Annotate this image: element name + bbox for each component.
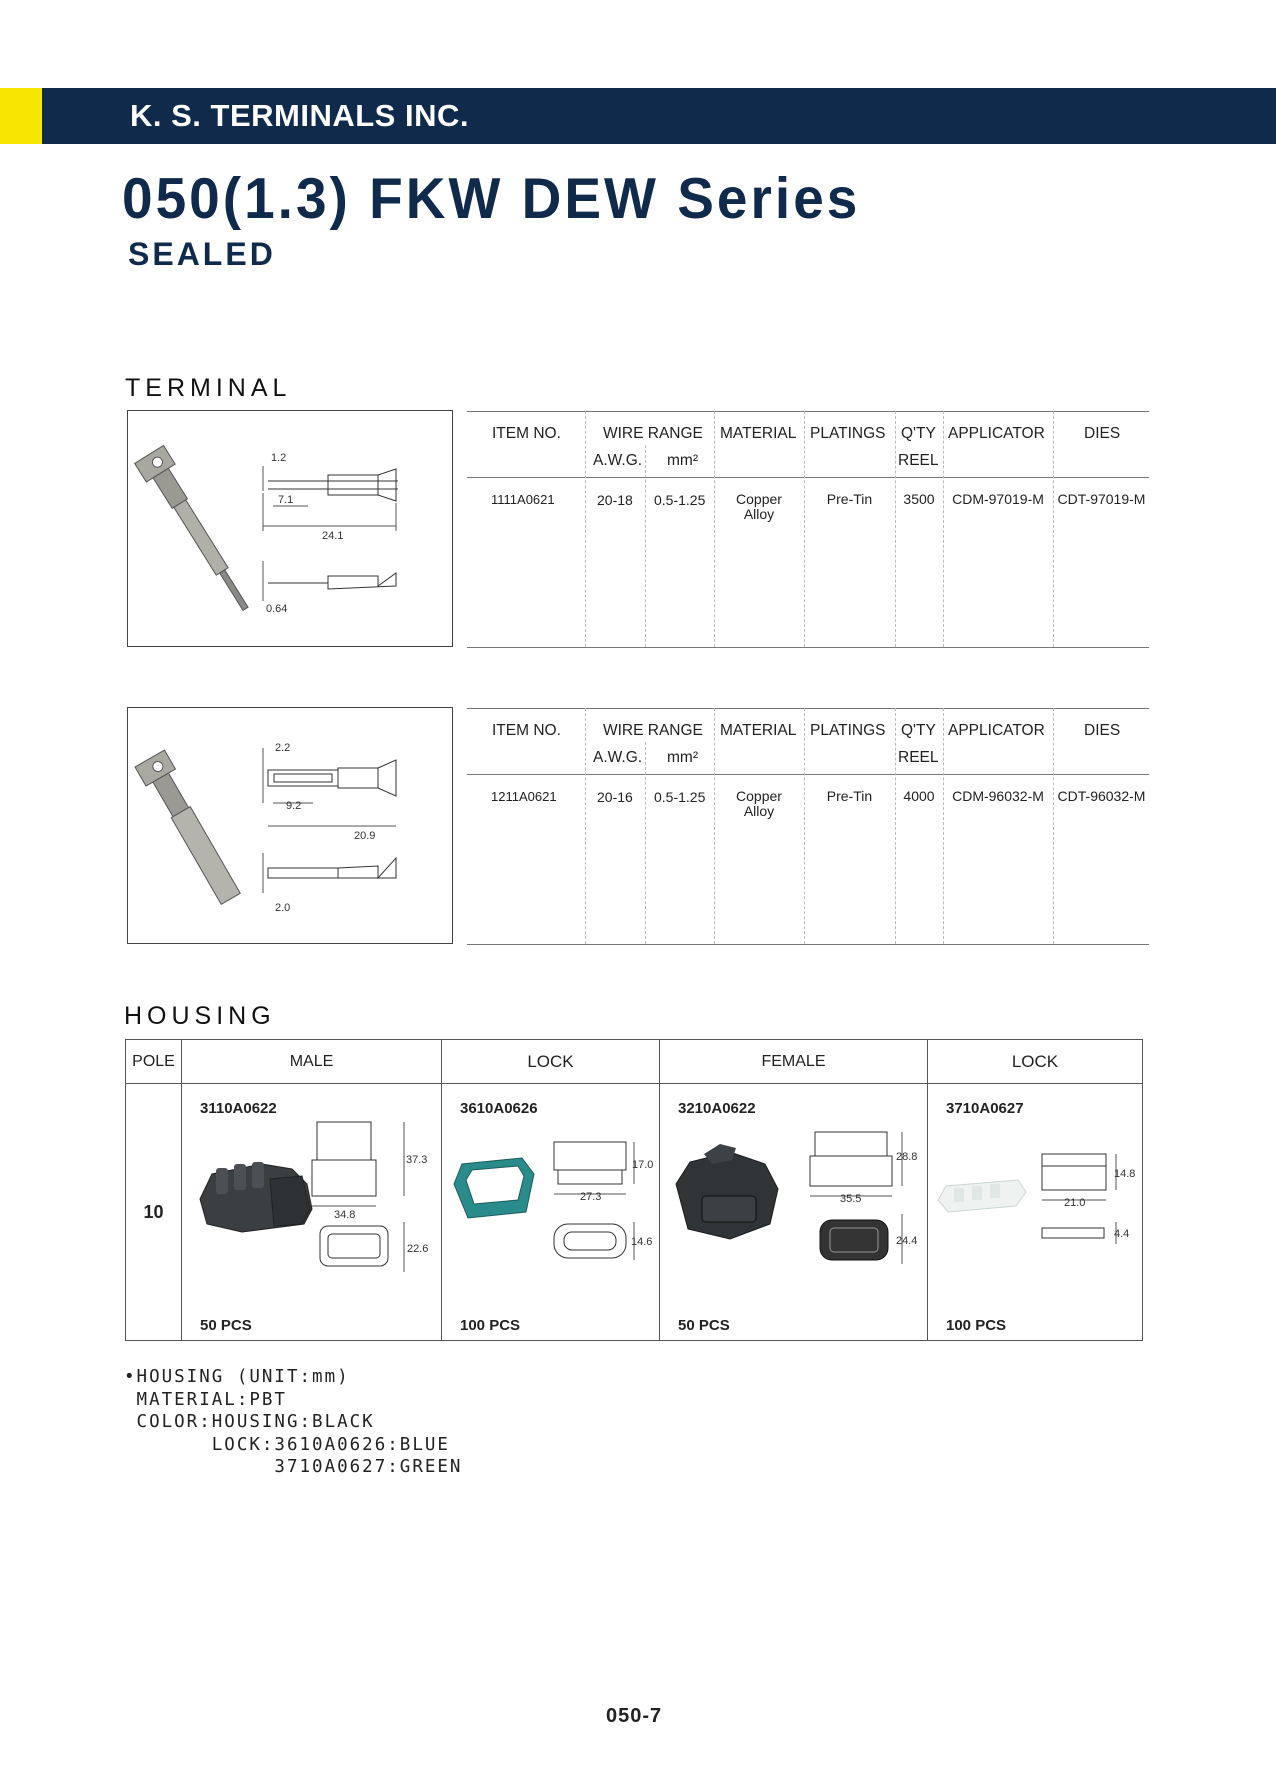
hdr-applicator: APPLICATOR [948,722,1045,739]
dim-d: 14.6 [631,1236,653,1248]
company-name: K. S. TERMINALS INC. [130,98,469,133]
lock2-cell [928,1084,1143,1341]
cell-dies: CDT-97019-M [1057,491,1146,507]
cell-qty: 3500 [903,491,935,507]
hdr-reel: REEL [898,749,939,766]
cell-material [714,492,804,522]
hdr-platings: PLATINGS [810,425,886,442]
cell-mm2: 0.5-1.25 [654,789,706,805]
terminal-drawing-2 [127,707,453,944]
dim-b: 9.2 [286,800,302,812]
series-title: 050(1.3) FKW DEW Series [122,165,861,231]
cell-qty: 4000 [903,788,935,804]
female-housing-drawing [660,1114,927,1294]
dim-b: 7.1 [278,494,294,506]
dim-c: 20.9 [354,830,376,842]
cell-item-no: 1111A0621 [491,492,555,507]
terminal-male-drawing [128,411,452,646]
hdr-dies: DIES [1084,722,1121,739]
lock1-drawing [442,1114,659,1294]
terminal-photo [135,445,260,617]
lock1-part-number: 3610A0626 [460,1100,538,1117]
hdr-material: MATERIAL [720,425,797,442]
housing-table [125,1039,1143,1341]
hdr-platings: PLATINGS [810,722,886,739]
dim-h: 14.8 [1114,1168,1136,1180]
terminal-photo [135,750,245,907]
lock2-drawing [928,1114,1144,1294]
page-number: 050-7 [606,1705,663,1727]
cell-platings: Pre-Tin [826,491,873,507]
note-line: LOCK:3610A0626:BLUE [124,1434,450,1455]
hdr-qty: Q'TY [901,722,936,739]
female-part-number: 3210A0622 [678,1100,756,1117]
hdr-item-no: ITEM NO. [492,425,561,442]
dim-w: 21.0 [1064,1197,1086,1209]
series-subtitle: SEALED [128,236,276,272]
cell-applicator: CDM-97019-M [952,491,1044,507]
dim-h: 37.3 [406,1154,428,1166]
female-cell [660,1084,928,1341]
hdr-female: FEMALE [660,1040,928,1084]
hdr-dies: DIES [1084,425,1121,442]
cell-mm2: 0.5-1.25 [654,492,706,508]
terminal-spec-table-2 [467,708,1149,946]
male-housing-drawing [182,1114,441,1294]
cell-item-no: 1211A0621 [491,789,557,804]
hdr-mm2: mm² [667,452,698,469]
banner-accent [0,88,42,144]
dim-h: 17.0 [632,1159,654,1171]
dim-a: 1.2 [271,452,287,464]
hdr-lock: LOCK [928,1040,1143,1084]
dim-c: 24.1 [322,530,344,542]
housing-section-heading: HOUSING [124,1002,276,1030]
lock2-pcs: 100 PCS [946,1317,1007,1334]
dim-d: 0.64 [266,603,288,615]
dim-w: 34.8 [334,1209,356,1221]
lock1-pcs: 100 PCS [460,1317,521,1334]
material-line1: Copper [736,788,782,804]
dim-d: 2.0 [275,902,291,914]
male-part-number: 3110A0622 [200,1100,277,1117]
hdr-mm2: mm² [667,749,698,766]
note-line: MATERIAL:PBT [124,1389,287,1410]
male-pcs: 50 PCS [200,1317,252,1334]
cell-platings: Pre-Tin [826,788,873,804]
terminal-spec-table-1 [467,411,1149,649]
hdr-applicator: APPLICATOR [948,425,1045,442]
dim-w: 27.3 [580,1191,602,1203]
dim-d: 22.6 [407,1243,429,1255]
hdr-material: MATERIAL [720,722,797,739]
lock2-part-number: 3710A0627 [946,1100,1024,1117]
dim-w: 35.5 [840,1193,862,1205]
cell-dies: CDT-96032-M [1057,788,1146,804]
hdr-wire-range: WIRE RANGE [603,425,703,442]
note-line: COLOR:HOUSING:BLACK [124,1412,375,1432]
note-line: •HOUSING (UNIT:mm) [124,1367,350,1387]
hdr-qty: Q'TY [901,425,936,442]
cell-awg: 20-16 [597,789,633,805]
hdr-male: MALE [182,1040,442,1084]
dim-h: 28.8 [896,1151,918,1163]
hdr-reel: REEL [898,452,939,469]
hdr-wire-range: WIRE RANGE [603,722,703,739]
material-line1: Copper [736,491,782,507]
hdr-awg: A.W.G. [593,452,643,469]
housing-notes [124,1366,462,1479]
cell-material [714,789,804,819]
hdr-pole: POLE [126,1040,182,1084]
terminal-drawing-1 [127,410,453,647]
cell-awg: 20-18 [597,492,633,508]
lock1-cell [442,1084,660,1341]
male-cell [182,1084,442,1341]
note-line: 3710A0627:GREEN [124,1457,463,1477]
pole-count: 10 [126,1084,182,1341]
material-line2: Alloy [743,506,775,522]
hdr-awg: A.W.G. [593,749,643,766]
header-banner [0,88,1276,144]
terminal-section-heading: TERMINAL [125,374,292,402]
dim-d: 4.4 [1114,1228,1130,1240]
terminal-female-drawing [128,708,452,943]
material-line2: Alloy [743,803,775,819]
female-pcs: 50 PCS [678,1317,730,1334]
dim-d: 24.4 [896,1235,918,1247]
hdr-item-no: ITEM NO. [492,722,561,739]
cell-applicator: CDM-96032-M [952,788,1044,804]
dim-a: 2.2 [275,742,291,754]
hdr-lock: LOCK [442,1040,660,1084]
